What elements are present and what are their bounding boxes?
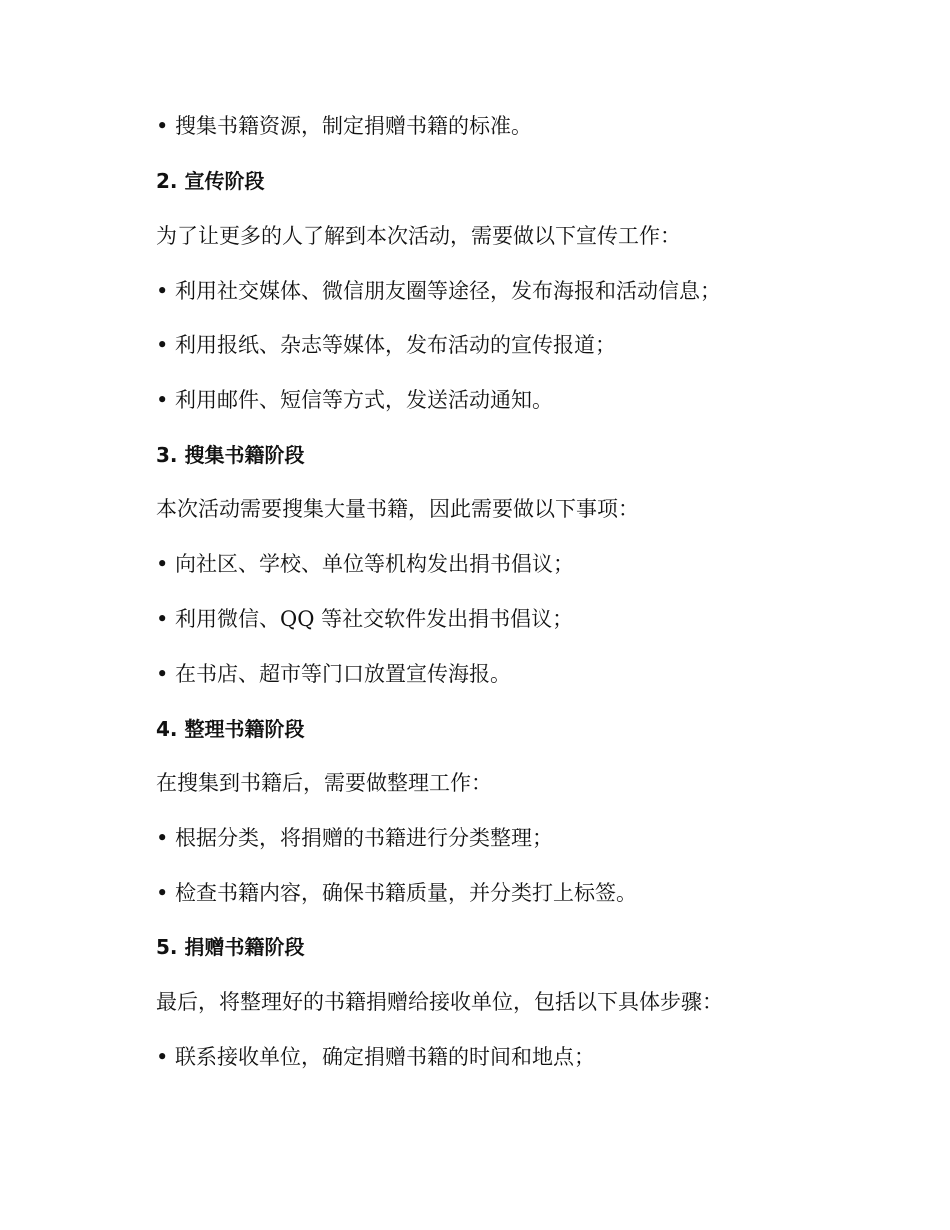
paragraph-collect-intro: 本次活动需要搜集大量书籍，因此需要做以下事项： xyxy=(156,497,639,521)
bullet-wechat-qq-appeal: • 利用微信、QQ 等社交软件发出捐书倡议； xyxy=(156,607,574,631)
bullet-social-media: • 利用社交媒体、微信朋友圈等途径，发布海报和活动信息； xyxy=(156,279,722,303)
paragraph-organize-intro: 在搜集到书籍后，需要做整理工作： xyxy=(156,771,492,795)
bullet-check-quality: • 检查书籍内容，确保书籍质量，并分类打上标签。 xyxy=(156,881,638,905)
paragraph-publicity-intro: 为了让更多的人了解到本次活动，需要做以下宣传工作： xyxy=(156,224,681,248)
bullet-community-appeal: • 向社区、学校、单位等机构发出捐书倡议； xyxy=(156,552,575,576)
section-heading-donate: 5. 捐赠书籍阶段 xyxy=(156,935,305,959)
bullet-classify: • 根据分类，将捐赠的书籍进行分类整理； xyxy=(156,826,554,850)
bullet-email-sms: • 利用邮件、短信等方式，发送活动通知。 xyxy=(156,388,554,412)
bullet-collect-resources: • 搜集书籍资源，制定捐赠书籍的标准。 xyxy=(156,114,533,138)
paragraph-donate-intro: 最后，将整理好的书籍捐赠给接收单位，包括以下具体步骤： xyxy=(156,990,723,1014)
section-heading-publicity: 2. 宣传阶段 xyxy=(156,169,265,193)
bullet-posters: • 在书店、超市等门口放置宣传海报。 xyxy=(156,662,512,686)
section-heading-organize: 4. 整理书籍阶段 xyxy=(156,717,305,741)
bullet-contact-recipient: • 联系接收单位，确定捐赠书籍的时间和地点； xyxy=(156,1045,596,1069)
section-heading-collect-books: 3. 搜集书籍阶段 xyxy=(156,443,305,467)
bullet-newspaper: • 利用报纸、杂志等媒体，发布活动的宣传报道； xyxy=(156,333,617,357)
